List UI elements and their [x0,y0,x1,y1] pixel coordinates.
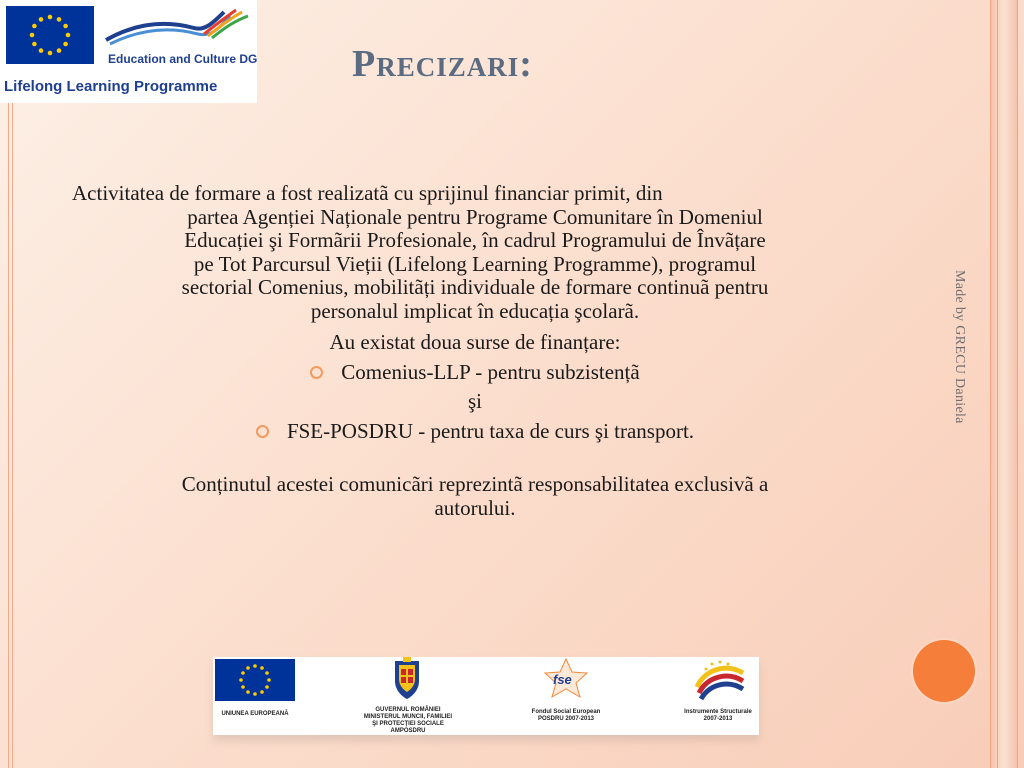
llp-logo-block [0,0,257,103]
fse-caption-2: POSDRU 2007-2013 [537,716,595,722]
left-decor-line [12,0,13,768]
disclaimer-line: autorului. [434,495,516,520]
eu-flag-small-icon [215,659,295,701]
disclaimer-line: Conținutul acestei comunicãri reprezintã responsabilitatea exclusivã a [181,472,769,496]
structural-instruments-icon [693,659,747,701]
source-fse: FSE-POSDRU - pentru taxa de curs şi transport. [286,418,695,443]
romanian-government-logo [353,657,463,735]
eu-logo [213,657,303,735]
fse-mark: fse [553,672,572,687]
right-decor-band [990,0,1018,768]
bullet-icon [310,366,323,379]
gov-caption-1: GUVERNUL ROMÂNIEI [375,707,441,713]
education-culture-label: Education and Culture DG [108,52,258,66]
fse-star-icon [537,657,595,699]
list-item [60,361,890,385]
eu-flag-icon [6,6,94,64]
source-comenius: Comenius-LLP - pentru subzistențã [341,359,640,384]
slide-title: Precizari: [352,43,533,85]
conjunction-text: şi [467,389,482,413]
slide-body [60,182,890,520]
swoosh-logo-icon [104,4,254,50]
funding-paragraph [60,182,890,323]
gov-caption-2: MINISTERUL MUNCII, FAMILIEI [363,714,453,720]
paragraph-line: Educației şi Formãrii Profesionale, în cadrul Programului de Învãțare [184,228,766,252]
paragraph-line: partea Agenției Naționale pentru Programe Comunitare în Domeniul [187,204,763,229]
fse-logo [513,657,619,735]
accent-circle [913,640,975,702]
paragraph-line: Activitatea de formare a fost realizatã cu sprijinul financiar primit, din [72,181,663,205]
gov-caption-3: ŞI PROTECŢIEI SOCIALE [372,721,444,727]
fse-caption-1: Fondul Social European [531,709,601,715]
author-credit: Made by GRECU Daniela [952,270,967,424]
sources-intro: Au existat doua surse de finanțare: [329,330,621,354]
gov-caption-4: AMPOSDRU [390,728,426,734]
is-caption-2: 2007-2013 [703,716,733,722]
paragraph-line: pe Tot Parcursul Vieții (Lifelong Learning Programme), programul [193,251,757,276]
disclaimer [60,473,890,520]
coat-of-arms-icon [387,657,427,701]
list-item [60,420,890,444]
bullet-icon [256,425,269,438]
sponsor-logo-strip [213,657,759,735]
paragraph-line: sectorial Comenius, mobilitãți individuale de formare continuã pentru [181,275,769,299]
left-decor-line [8,0,9,768]
is-caption-1: Instrumente Structurale [684,709,752,715]
lifelong-learning-label: Lifelong Learning Programme [4,78,218,95]
structural-instruments-logo [677,657,759,735]
eu-caption: UNIUNEA EUROPEANĂ [221,711,289,717]
paragraph-line: personalul implicat în educația şcolarã. [310,298,640,323]
